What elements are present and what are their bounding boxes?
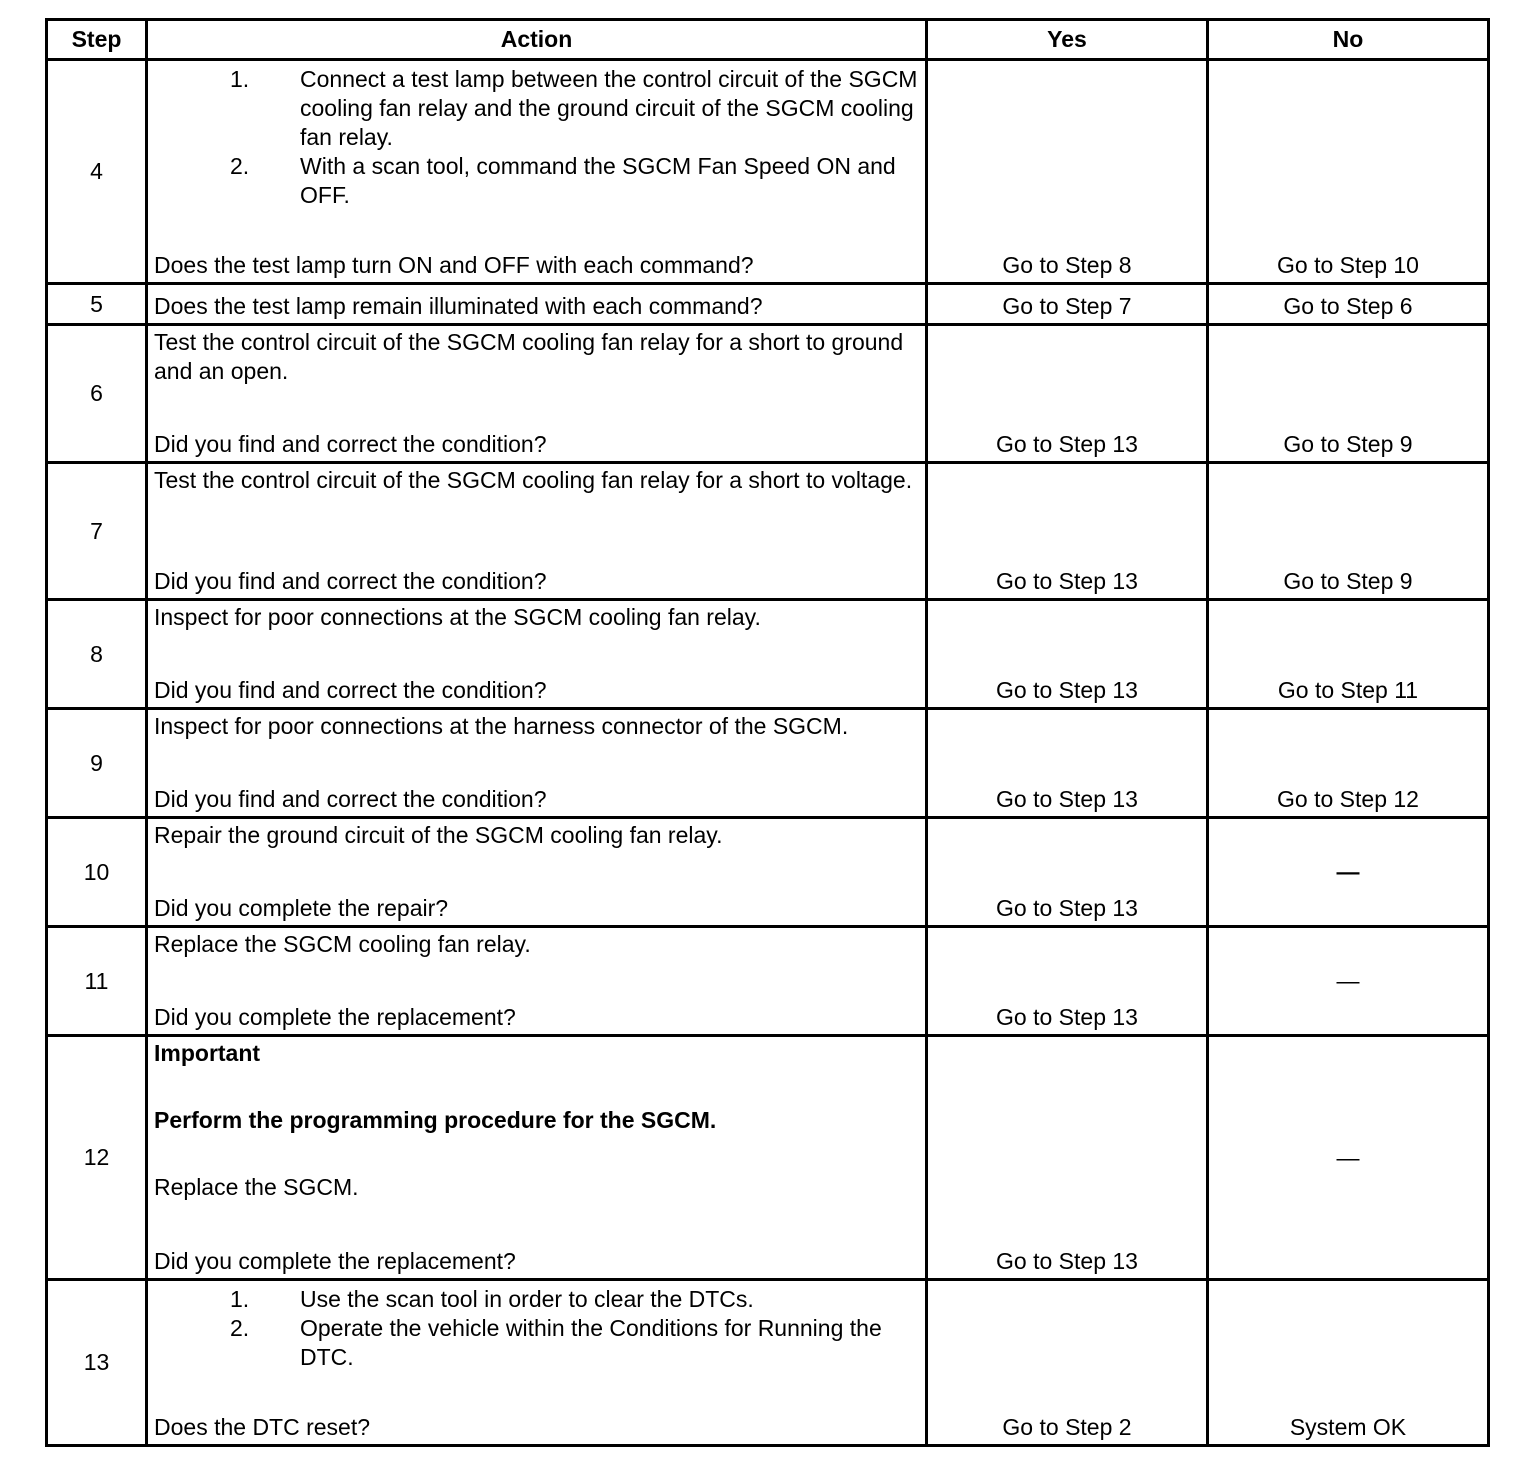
table-row xyxy=(47,325,1489,463)
action-text: Test the control circuit of the SGCM cooling fan relay for a short to voltage. xyxy=(154,467,913,493)
step-number: 12 xyxy=(47,1036,147,1280)
no-cell: — xyxy=(1208,927,1489,1036)
yes-cell: Go to Step 2 xyxy=(927,1280,1208,1446)
table-row xyxy=(47,709,1489,818)
no-cell: — xyxy=(1208,818,1489,927)
action-list xyxy=(154,1285,919,1372)
step-number: 11 xyxy=(47,927,147,1036)
question-text: Did you find and correct the condition? xyxy=(154,431,547,457)
no-cell: Go to Step 11 xyxy=(1208,600,1489,709)
question-text: Did you complete the repair? xyxy=(154,895,449,921)
yes-cell: Go to Step 13 xyxy=(927,709,1208,818)
action-text: Test the control circuit of the SGCM cooling fan relay for a short to ground and an open. xyxy=(154,329,904,384)
step-number: 10 xyxy=(47,818,147,927)
header-step: Step xyxy=(47,20,147,60)
list-item: 1. Connect a test lamp between the control circuit of the SGCM cooling fan relay and the ground circuit of the SGCM cooling fan relay. xyxy=(230,66,918,150)
header-yes: Yes xyxy=(927,20,1208,60)
list-item: 1. Use the scan tool in order to clear the DTCs. xyxy=(230,1286,754,1312)
table-row xyxy=(47,1036,1489,1280)
step-number: 6 xyxy=(47,325,147,463)
action-cell xyxy=(147,463,927,600)
action-text: Repair the ground circuit of the SGCM cooling fan relay. xyxy=(154,822,723,848)
yes-cell: Go to Step 7 xyxy=(927,284,1208,325)
header-row xyxy=(47,20,1489,60)
no-cell: Go to Step 6 xyxy=(1208,284,1489,325)
yes-cell: Go to Step 13 xyxy=(927,927,1208,1036)
step-number: 7 xyxy=(47,463,147,600)
yes-cell: Go to Step 13 xyxy=(927,600,1208,709)
yes-cell: Go to Step 8 xyxy=(927,60,1208,284)
important-text: Perform the programming procedure for the SGCM. xyxy=(154,1107,717,1133)
action-text: Inspect for poor connections at the harness connector of the SGCM. xyxy=(154,713,849,739)
action-text: Replace the SGCM. xyxy=(154,1174,359,1200)
action-list xyxy=(154,65,919,210)
action-cell xyxy=(147,284,927,325)
no-cell: Go to Step 9 xyxy=(1208,325,1489,463)
yes-cell: Go to Step 13 xyxy=(927,1036,1208,1280)
header-action: Action xyxy=(147,20,927,60)
list-item: 2. With a scan tool, command the SGCM Fan Speed ON and OFF. xyxy=(230,153,896,208)
action-cell xyxy=(147,1280,927,1446)
action-cell xyxy=(147,818,927,927)
question-text: Does the test lamp remain illuminated with each command? xyxy=(154,293,763,319)
no-cell: System OK xyxy=(1208,1280,1489,1446)
question-text: Did you find and correct the condition? xyxy=(154,786,547,812)
question-text: Did you complete the replacement? xyxy=(154,1004,516,1030)
no-cell: — xyxy=(1208,1036,1489,1280)
action-cell xyxy=(147,600,927,709)
yes-cell: Go to Step 13 xyxy=(927,463,1208,600)
no-cell: Go to Step 9 xyxy=(1208,463,1489,600)
step-number: 9 xyxy=(47,709,147,818)
list-item: 2. Operate the vehicle within the Conditions for Running the DTC. xyxy=(230,1315,882,1370)
question-text: Did you find and correct the condition? xyxy=(154,677,547,703)
question-text: Did you find and correct the condition? xyxy=(154,568,547,594)
question-text: Does the DTC reset? xyxy=(154,1414,371,1440)
action-cell xyxy=(147,325,927,463)
table-row xyxy=(47,818,1489,927)
table-row xyxy=(47,1280,1489,1446)
action-cell xyxy=(147,927,927,1036)
table-row xyxy=(47,60,1489,284)
step-number: 13 xyxy=(47,1280,147,1446)
action-cell xyxy=(147,60,927,284)
table-row xyxy=(47,284,1489,325)
action-cell xyxy=(147,1036,927,1280)
table-row xyxy=(47,600,1489,709)
action-cell xyxy=(147,709,927,818)
step-number: 8 xyxy=(47,600,147,709)
question-text: Does the test lamp turn ON and OFF with each command? xyxy=(154,252,754,278)
yes-cell: Go to Step 13 xyxy=(927,325,1208,463)
important-label: Important xyxy=(154,1040,261,1066)
table-row xyxy=(47,463,1489,600)
action-text: Inspect for poor connections at the SGCM cooling fan relay. xyxy=(154,604,761,630)
action-text: Replace the SGCM cooling fan relay. xyxy=(154,931,531,957)
header-no: No xyxy=(1208,20,1489,60)
step-number: 4 xyxy=(47,60,147,284)
yes-cell: Go to Step 13 xyxy=(927,818,1208,927)
diagnostic-table xyxy=(45,18,1490,1447)
step-number: 5 xyxy=(47,284,147,325)
question-text: Did you complete the replacement? xyxy=(154,1248,516,1274)
table-row xyxy=(47,927,1489,1036)
no-cell: Go to Step 10 xyxy=(1208,60,1489,284)
no-cell: Go to Step 12 xyxy=(1208,709,1489,818)
